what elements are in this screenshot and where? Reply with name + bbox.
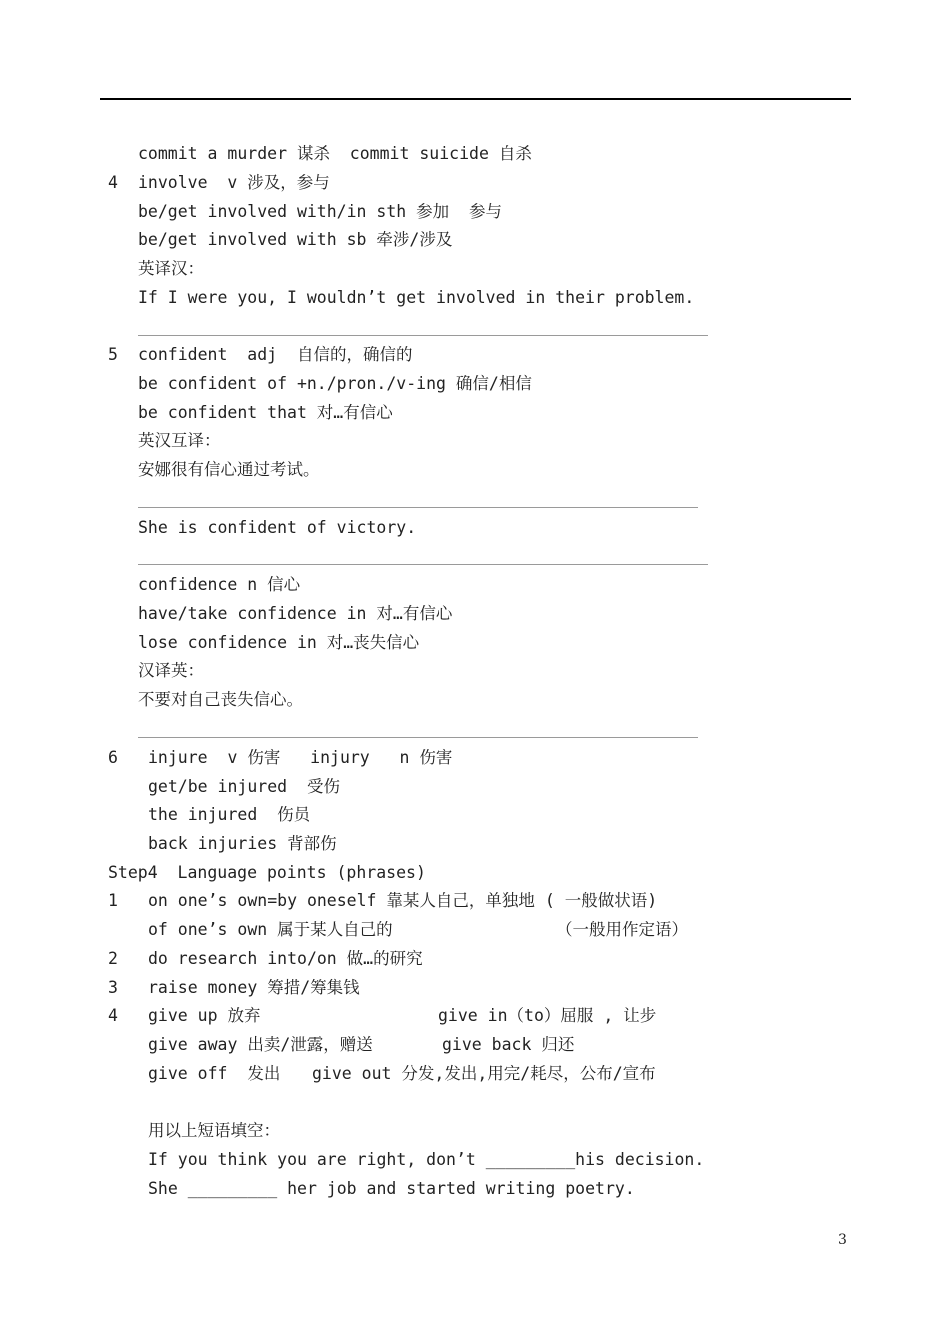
exercise-sentence: If you think you are right, don’t _________his decision. bbox=[148, 1150, 705, 1169]
exercise-sentence: 安娜很有信心通过考试。 bbox=[138, 460, 320, 479]
text-line: be/get involved with sb 牵涉/涉及 bbox=[138, 230, 453, 249]
text-line: injure v 伤害 injury n 伤害 bbox=[148, 748, 453, 767]
text-line: the injured 伤员 bbox=[148, 805, 311, 824]
text-line: involve v 涉及，参与 bbox=[138, 173, 330, 192]
text-line: give in（to）屈服 , 让步 bbox=[438, 1006, 657, 1025]
item-number: 6 bbox=[108, 748, 118, 767]
text-line: do research into/on 做…的研究 bbox=[148, 949, 423, 968]
section-heading: Step4 Language points (phrases) bbox=[108, 863, 426, 882]
text-line: confidence n 信心 bbox=[138, 575, 301, 594]
text-line: be/get involved with/in sth 参加 参与 bbox=[138, 202, 503, 221]
text-line-note: （一般用作定语） bbox=[556, 920, 688, 939]
answer-line[interactable] bbox=[138, 564, 708, 565]
answer-line[interactable] bbox=[138, 507, 698, 508]
exercise-label: 英汉互译： bbox=[138, 431, 221, 450]
item-number: 4 bbox=[108, 173, 118, 192]
header-rule bbox=[100, 98, 851, 100]
text-line: get/be injured 受伤 bbox=[148, 777, 340, 796]
text-line: commit a murder 谋杀 commit suicide 自杀 bbox=[138, 144, 532, 163]
text-line: of one’s own 属于某人自己的 bbox=[148, 920, 393, 939]
item-number: 1 bbox=[108, 891, 118, 910]
text-line: lose confidence in 对…丧失信心 bbox=[138, 633, 420, 652]
text-line: be confident of +n./pron./v-ing 确信/相信 bbox=[138, 374, 532, 393]
exercise-label: 汉译英： bbox=[138, 661, 204, 680]
text-line: give back 归还 bbox=[442, 1035, 575, 1054]
page-number: 3 bbox=[838, 1232, 847, 1248]
text-line: give up 放弃 bbox=[148, 1006, 261, 1025]
text-line: confident adj 自信的，确信的 bbox=[138, 345, 413, 364]
text-line: give out 分发,发出,用完/耗尽，公布/宣布 bbox=[312, 1064, 656, 1083]
text-line: give off 发出 bbox=[148, 1064, 281, 1083]
exercise-sentence: 不要对自己丧失信心。 bbox=[138, 690, 303, 709]
item-number: 3 bbox=[108, 978, 118, 997]
item-number: 4 bbox=[108, 1006, 118, 1025]
item-number: 5 bbox=[108, 345, 118, 364]
text-line: have/take confidence in 对…有信心 bbox=[138, 604, 453, 623]
text-line: raise money 筹措/筹集钱 bbox=[148, 978, 360, 997]
item-number: 2 bbox=[108, 949, 118, 968]
exercise-sentence: She _________ her job and started writing poetry. bbox=[148, 1179, 635, 1198]
exercise-sentence: She is confident of victory. bbox=[138, 518, 417, 537]
text-line: give away 出卖/泄露，赠送 bbox=[148, 1035, 373, 1054]
exercise-label: 用以上短语填空： bbox=[148, 1121, 280, 1140]
text-line: be confident that 对…有信心 bbox=[138, 403, 393, 422]
exercise-sentence: If I were you, I wouldn’t get involved in their problem. bbox=[138, 288, 695, 307]
exercise-label: 英译汉： bbox=[138, 259, 204, 278]
text-line: back injuries 背部伤 bbox=[148, 834, 337, 853]
answer-line[interactable] bbox=[138, 335, 708, 336]
answer-line[interactable] bbox=[138, 737, 698, 738]
text-line: on one’s own=by oneself 靠某人自己，单独地 ( 一般做状语) bbox=[148, 891, 658, 910]
